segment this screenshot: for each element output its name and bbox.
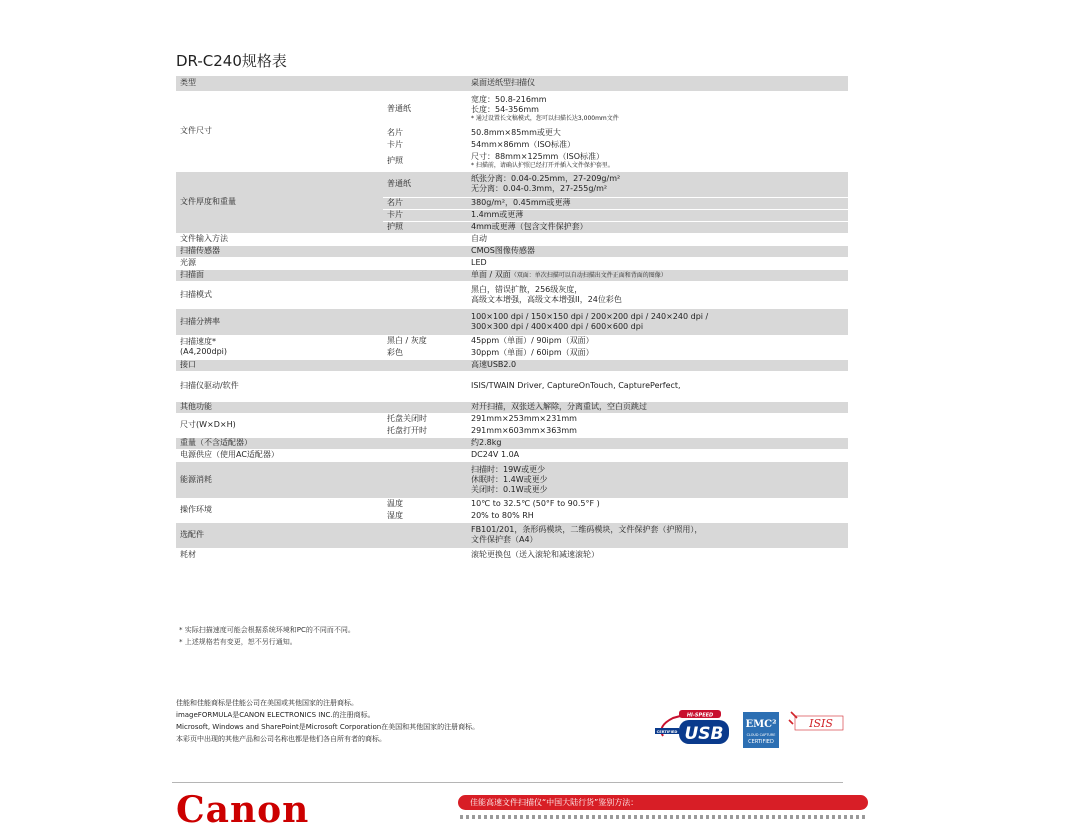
spec-label: 接口 <box>180 360 196 369</box>
spec-value-cell <box>467 347 848 359</box>
spec-row <box>176 401 848 413</box>
spec-label: 扫描速度* <box>180 337 216 346</box>
spec-sub-cell <box>383 498 467 510</box>
spec-value-cell <box>467 510 848 522</box>
spec-sub-cell <box>383 510 467 522</box>
spec-value-cell <box>467 449 848 461</box>
spec-value-cell <box>467 371 848 401</box>
spec-value: 滚轮更换包（送入滚轮和减速滚轮） <box>471 550 599 559</box>
spec-sub-label: 名片 <box>387 198 403 207</box>
spec-label-cell <box>176 461 467 498</box>
spec-value: 100×100 dpi / 150×150 dpi / 200×200 dpi / 240×240 dpi / <box>471 311 709 321</box>
footnote: * 上述规格若有变更，恕不另行通知。 <box>179 638 297 646</box>
certification-logos <box>655 706 850 752</box>
spec-value: 宽度：50.8-216mm <box>471 95 547 104</box>
spec-label: 能源消耗 <box>180 474 212 484</box>
spec-value-cell <box>467 413 848 425</box>
spec-row <box>176 245 848 257</box>
spec-value-cell <box>467 233 848 245</box>
usb-main-text: USB <box>684 724 724 744</box>
spec-value: 20% to 80% RH <box>471 511 534 520</box>
spec-value: 54mm×86mm（ISO标准） <box>471 140 575 149</box>
spec-value: DC24V 1.0A <box>471 450 520 459</box>
spec-sub-label: 普通纸 <box>387 179 411 188</box>
spec-value: 30ppm（单面）/ 60ipm（双面） <box>471 348 594 357</box>
section-divider <box>172 782 843 783</box>
spec-value: 纸张分离：0.04-0.25mm，27-209g/m² <box>471 174 621 183</box>
authentication-banner: 佳能高速文件扫描仪“中国大陆行货”鉴别方法： <box>458 795 868 810</box>
spec-label-cell <box>176 335 383 359</box>
spec-label: 扫描模式 <box>180 289 212 299</box>
spec-row <box>176 269 848 281</box>
spec-label: 电源供应（使用AC适配器） <box>180 450 279 459</box>
spec-value: 291mm×603mm×363mm <box>471 426 577 435</box>
footnote: * 实际扫描速度可能会根据系统环境和PC的不同而不同。 <box>179 626 355 634</box>
spec-row <box>176 91 848 127</box>
spec-sub-label: 黑白 / 灰度 <box>387 336 427 345</box>
spec-sub-cell <box>383 171 467 197</box>
spec-value: 50.8mm×85mm或更大 <box>471 128 561 137</box>
spec-label: 文件厚度和重量 <box>180 197 236 206</box>
spec-label-cell <box>176 413 383 437</box>
spec-sub-cell <box>383 139 467 151</box>
spec-label-cell <box>176 76 467 91</box>
spec-value: 对开扫描，双张送入解除，分离重试，空白页跳过 <box>471 402 647 411</box>
spec-value-cell <box>467 335 848 347</box>
spec-value-cell <box>467 281 848 308</box>
spec-sub-cell <box>383 347 467 359</box>
spec-label-cell <box>176 257 467 269</box>
spec-row <box>176 335 848 347</box>
spec-value: 尺寸：88mm×125mm（ISO标准） <box>471 152 605 161</box>
spec-value: 291mm×253mm×231mm <box>471 414 577 423</box>
trademark-line: 本彩页中出现的其他产品和公司名称也都是他们各自所有者的商标。 <box>176 735 386 743</box>
emc-sub-text: CLOUD CAPTURE <box>746 733 776 737</box>
spec-value-cell <box>467 197 848 209</box>
spec-inline-note: （双面：单次扫描可以自动扫描出文件正面和背面的图像） <box>510 271 667 279</box>
spec-sub-cell <box>383 425 467 437</box>
spec-row <box>176 449 848 461</box>
spec-value: 10℃ to 32.5℃ (50°F to 90.5°F ) <box>471 499 600 508</box>
spec-row <box>176 76 848 91</box>
spec-row <box>176 233 848 245</box>
usb-left-text: CERTIFIED <box>656 729 678 734</box>
spec-value: 300×300 dpi / 400×400 dpi / 600×600 dpi <box>471 321 644 331</box>
spec-sub-label: 托盘打开时 <box>387 426 427 435</box>
spec-label: 文件输入方法 <box>180 234 228 243</box>
spec-value: FB101/201，条形码模块，二维码模块，文件保护套（护照用）， <box>471 525 703 534</box>
spec-value-cell <box>467 425 848 437</box>
spec-value-cell <box>467 522 848 548</box>
spec-label: 重量（不含适配器） <box>180 438 252 447</box>
trademark-line: imageFORMULA是CANON ELECTRONICS INC.的注册商标。 <box>176 711 375 719</box>
spec-value: 扫描时：19W或更少 <box>471 464 546 474</box>
spec-value-cell <box>467 221 848 233</box>
spec-value: 高速USB2.0 <box>471 360 517 369</box>
cutoff-text-line <box>460 815 865 819</box>
usb-top-text: HI-SPEED <box>686 712 714 719</box>
spec-label-cell <box>176 498 383 522</box>
spec-value: 无分离：0.04-0.3mm，27-255g/m² <box>471 184 608 193</box>
spec-value: LED <box>471 258 487 267</box>
spec-label: 操作环境 <box>180 505 212 514</box>
emc-main-text: EMC² <box>745 719 777 730</box>
spec-value: ISIS/TWAIN Driver, CaptureOnTouch, CapturePerfect, <box>471 381 681 390</box>
spec-row <box>176 548 848 562</box>
spec-table <box>176 76 848 563</box>
spec-sub-label: 普通纸 <box>387 104 411 113</box>
spec-value: 自动 <box>471 234 487 243</box>
spec-label: 扫描分辨率 <box>180 316 220 326</box>
spec-sub-cell <box>383 209 467 221</box>
usb-hi-speed-logo <box>655 710 729 744</box>
spec-row <box>176 281 848 308</box>
spec-row <box>176 522 848 548</box>
spec-label-cell <box>176 281 467 308</box>
spec-value-cell <box>467 257 848 269</box>
spec-label-cell <box>176 401 467 413</box>
spec-sub-label: 彩色 <box>387 348 403 357</box>
spec-sub-cell <box>383 91 467 127</box>
spec-value: 45ppm（单面）/ 90ipm（双面） <box>471 336 594 345</box>
spec-label-cell <box>176 245 467 257</box>
spec-label-cell <box>176 171 383 233</box>
spec-row <box>176 257 848 269</box>
spec-label-cell <box>176 308 467 335</box>
spec-value-cell <box>467 308 848 335</box>
emc-certified-logo <box>743 712 779 748</box>
spec-label: 扫描面 <box>180 270 204 279</box>
spec-row <box>176 461 848 498</box>
spec-value-cell <box>467 269 848 281</box>
spec-note: * 通过设置长文稿模式，您可以扫描长达3,000mm文件 <box>471 115 619 122</box>
spec-value: 关闭时：0.1W或更少 <box>471 484 548 494</box>
spec-value: 文件保护套（A4） <box>471 535 538 544</box>
spec-sub-label: 名片 <box>387 128 403 137</box>
spec-value: 高级文本增强，高级文本增强II，24位彩色 <box>471 294 622 304</box>
spec-sub-label: 卡片 <box>387 140 403 149</box>
spec-label-cell <box>176 371 467 401</box>
spec-value-cell <box>467 91 848 127</box>
spec-value-cell <box>467 359 848 371</box>
spec-table-body <box>176 76 848 562</box>
spec-label-cell <box>176 233 467 245</box>
isis-logo <box>789 712 843 730</box>
emc-sub-text: CERTIFIED <box>748 739 774 745</box>
spec-row <box>176 371 848 401</box>
spec-row <box>176 171 848 197</box>
spec-value: 1.4mm或更薄 <box>471 210 524 219</box>
footnotes <box>179 624 355 648</box>
spec-value-cell <box>467 437 848 449</box>
spec-row <box>176 498 848 510</box>
spec-value-cell <box>467 461 848 498</box>
spec-sub-cell <box>383 127 467 139</box>
spec-label: 光源 <box>180 258 196 267</box>
spec-label: (A4,200dpi) <box>180 347 227 356</box>
spec-label: 类型 <box>180 78 196 88</box>
spec-label-cell <box>176 548 467 562</box>
spec-value-cell <box>467 76 848 91</box>
spec-sub-label: 湿度 <box>387 511 403 520</box>
spec-sub-cell <box>383 151 467 171</box>
spec-value: 桌面送纸型扫描仪 <box>471 78 535 88</box>
spec-value-cell <box>467 151 848 171</box>
spec-label-cell <box>176 359 467 371</box>
spec-sub-cell <box>383 197 467 209</box>
spec-value: 380g/m²，0.45mm或更薄 <box>471 198 571 207</box>
spec-value: 休眠时：1.4W或更少 <box>471 474 548 484</box>
spec-sub-label: 护照 <box>387 156 403 165</box>
spec-value-cell <box>467 245 848 257</box>
spec-label: 尺寸(W×D×H) <box>180 420 236 429</box>
spec-value: 4mm或更薄（包含文件保护套） <box>471 222 588 231</box>
trademark-notice <box>176 697 479 745</box>
spec-value: 单面 / 双面 <box>471 269 511 279</box>
spec-label: 选配件 <box>180 530 204 539</box>
spec-value: 长度：54-356mm <box>471 105 539 114</box>
spec-value: CMOS图像传感器 <box>471 246 535 255</box>
spec-value: 约2.8kg <box>471 438 502 447</box>
spec-label-cell <box>176 91 383 171</box>
trademark-line: 佳能和佳能商标是佳能公司在美国或其他国家的注册商标。 <box>176 699 358 707</box>
spec-value-cell <box>467 209 848 221</box>
spec-sub-label: 卡片 <box>387 210 403 219</box>
spec-sub-cell <box>383 221 467 233</box>
spec-value-cell <box>467 498 848 510</box>
spec-row <box>176 359 848 371</box>
spec-label: 扫描传感器 <box>180 246 220 255</box>
spec-label: 其他功能 <box>180 402 212 411</box>
spec-label-cell <box>176 269 467 281</box>
spec-value-cell <box>467 127 848 139</box>
spec-note: * 扫描前，请确认护照已经打开并插入文件保护套里。 <box>471 162 614 169</box>
spec-label-cell <box>176 449 467 461</box>
spec-value-cell <box>467 401 848 413</box>
spec-row <box>176 437 848 449</box>
spec-label-cell <box>176 437 467 449</box>
spec-sub-label: 温度 <box>387 499 403 508</box>
spec-label: 耗材 <box>180 550 196 559</box>
spec-label-cell <box>176 522 467 548</box>
spec-value-cell <box>467 139 848 151</box>
spec-label: 扫描仪驱动/软件 <box>180 381 239 390</box>
spec-row <box>176 308 848 335</box>
spec-label: 文件尺寸 <box>180 126 212 135</box>
isis-text: ISIS <box>809 717 833 730</box>
spec-sub-cell <box>383 335 467 347</box>
trademark-line: Microsoft, Windows and SharePoint是Microsoft Corporation在美国和其他国家的注册商标。 <box>176 723 480 731</box>
canon-logo: Canon <box>176 789 310 831</box>
spec-value-cell <box>467 171 848 197</box>
spec-sub-cell <box>383 413 467 425</box>
spec-row <box>176 413 848 425</box>
spec-value-cell <box>467 548 848 562</box>
spec-value: 黑白，错误扩散，256级灰度， <box>471 284 583 294</box>
spec-sub-label: 护照 <box>387 222 403 231</box>
spec-sub-label: 托盘关闭时 <box>387 414 427 423</box>
page-title: DR-C240规格表 <box>176 52 287 70</box>
